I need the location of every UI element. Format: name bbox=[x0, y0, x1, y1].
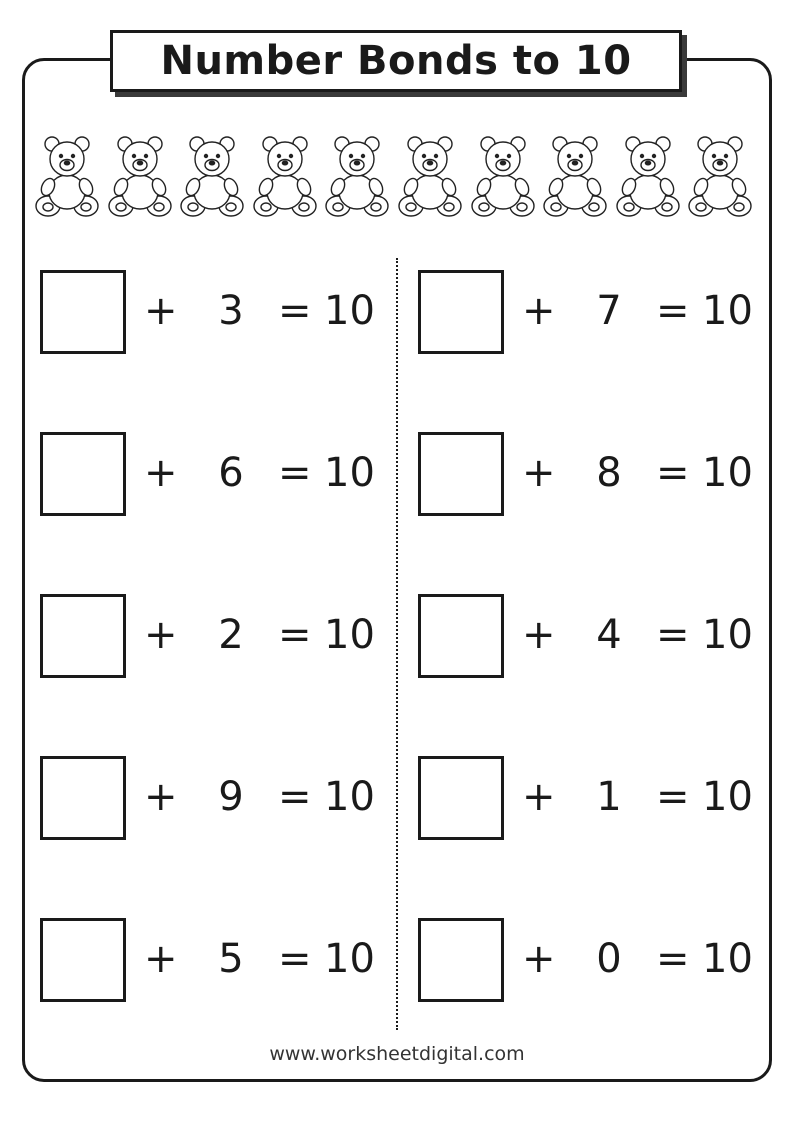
equation-row bbox=[40, 918, 380, 1004]
equation-row bbox=[418, 270, 758, 356]
teddy-bear-icon bbox=[470, 132, 536, 218]
sum: 10 bbox=[324, 774, 375, 820]
answer-box[interactable] bbox=[40, 270, 126, 354]
addend: 8 bbox=[596, 450, 622, 496]
page-title: Number Bonds to 10 bbox=[160, 38, 632, 84]
sum: 10 bbox=[702, 288, 753, 334]
equals-sign: = bbox=[656, 936, 690, 982]
addend: 2 bbox=[218, 612, 244, 658]
column-divider bbox=[396, 258, 398, 1030]
equation-row bbox=[418, 432, 758, 518]
addend: 7 bbox=[596, 288, 622, 334]
answer-box[interactable] bbox=[40, 756, 126, 840]
addend: 6 bbox=[218, 450, 244, 496]
plus-sign: + bbox=[144, 774, 178, 820]
sum: 10 bbox=[324, 936, 375, 982]
sum: 10 bbox=[702, 450, 753, 496]
answer-box[interactable] bbox=[418, 270, 504, 354]
sum: 10 bbox=[324, 612, 375, 658]
addend: 3 bbox=[218, 288, 244, 334]
equals-sign: = bbox=[278, 288, 312, 334]
sum: 10 bbox=[702, 936, 753, 982]
equation-row bbox=[40, 270, 380, 356]
plus-sign: + bbox=[144, 936, 178, 982]
equals-sign: = bbox=[278, 612, 312, 658]
addend: 1 bbox=[596, 774, 622, 820]
footer-website: www.worksheetdigital.com bbox=[269, 1043, 525, 1065]
equation-row bbox=[40, 594, 380, 680]
equation-row bbox=[40, 432, 380, 518]
title-banner bbox=[110, 30, 682, 92]
teddy-bear-row bbox=[34, 132, 760, 220]
equals-sign: = bbox=[278, 450, 312, 496]
equals-sign: = bbox=[656, 774, 690, 820]
plus-sign: + bbox=[144, 612, 178, 658]
teddy-bear-icon bbox=[615, 132, 681, 218]
equation-row bbox=[418, 594, 758, 680]
answer-box[interactable] bbox=[418, 918, 504, 1002]
teddy-bear-icon bbox=[397, 132, 463, 218]
teddy-bear-icon bbox=[252, 132, 318, 218]
equals-sign: = bbox=[278, 774, 312, 820]
equals-sign: = bbox=[278, 936, 312, 982]
equation-row bbox=[418, 756, 758, 842]
plus-sign: + bbox=[522, 936, 556, 982]
teddy-bear-icon bbox=[34, 132, 100, 218]
sum: 10 bbox=[702, 612, 753, 658]
teddy-bear-icon bbox=[687, 132, 753, 218]
addend: 5 bbox=[218, 936, 244, 982]
plus-sign: + bbox=[144, 450, 178, 496]
teddy-bear-icon bbox=[324, 132, 390, 218]
plus-sign: + bbox=[522, 450, 556, 496]
equals-sign: = bbox=[656, 612, 690, 658]
answer-box[interactable] bbox=[40, 918, 126, 1002]
addend: 4 bbox=[596, 612, 622, 658]
sum: 10 bbox=[324, 288, 375, 334]
equation-row bbox=[40, 756, 380, 842]
plus-sign: + bbox=[144, 288, 178, 334]
plus-sign: + bbox=[522, 612, 556, 658]
addend: 0 bbox=[596, 936, 622, 982]
teddy-bear-icon bbox=[542, 132, 608, 218]
answer-box[interactable] bbox=[40, 432, 126, 516]
sum: 10 bbox=[702, 774, 753, 820]
sum: 10 bbox=[324, 450, 375, 496]
answer-box[interactable] bbox=[418, 756, 504, 840]
plus-sign: + bbox=[522, 774, 556, 820]
answer-box[interactable] bbox=[418, 432, 504, 516]
equals-sign: = bbox=[656, 288, 690, 334]
teddy-bear-icon bbox=[179, 132, 245, 218]
equals-sign: = bbox=[656, 450, 690, 496]
answer-box[interactable] bbox=[40, 594, 126, 678]
answer-box[interactable] bbox=[418, 594, 504, 678]
equation-row bbox=[418, 918, 758, 1004]
plus-sign: + bbox=[522, 288, 556, 334]
addend: 9 bbox=[218, 774, 244, 820]
teddy-bear-icon bbox=[107, 132, 173, 218]
